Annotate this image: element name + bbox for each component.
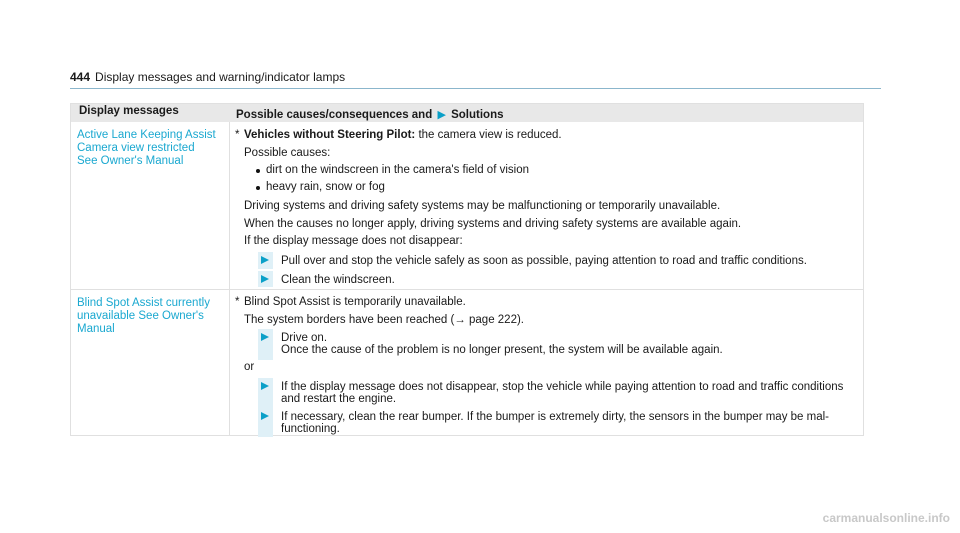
- column-divider: [229, 122, 230, 436]
- watermark-text: carmanualsonline.info: [822, 511, 950, 525]
- solution-paragraph: When the causes no longer apply, driving systems and driving safety systems are available again.: [244, 218, 742, 230]
- solution-cell: [235, 296, 860, 436]
- solution-paragraph: If the display message does not disappear:: [244, 235, 463, 247]
- action-step: Pull over and stop the vehicle safely as soon as possible, paying attention to road and traffic conditions.: [281, 255, 807, 267]
- lead-bold-text: Vehicles without Steering Pilot:: [244, 129, 416, 141]
- display-message-line: See Owner's Manual: [77, 154, 184, 167]
- display-message-line: unavailable See Owner's: [77, 309, 204, 322]
- row-divider: [71, 289, 863, 290]
- solution-lead-line: [244, 129, 562, 142]
- solution-paragraph: The system borders have been reached (→ page 222).: [244, 314, 524, 326]
- display-messages-table: [70, 103, 864, 436]
- lead-text: the camera view is reduced.: [415, 129, 562, 141]
- display-message-line: Manual: [77, 322, 115, 335]
- display-message-line: Active Lane Keeping Assist: [77, 129, 216, 141]
- display-message-line: Blind Spot Assist currently: [77, 297, 210, 309]
- action-step: If the display message does not disappear, stop the vehicle while paying attention to road and traffic conditions: [281, 381, 844, 393]
- action-step-continued: functioning.: [281, 423, 340, 435]
- action-step: Clean the windscreen.: [281, 274, 395, 286]
- play-arrow-icon: ▶: [437, 109, 446, 121]
- bullet-dot-icon: [256, 169, 260, 173]
- play-arrow-icon: [258, 329, 273, 360]
- page-header-title: Display messages and warning/indicator lamps: [95, 70, 346, 84]
- display-message-active-lane-keeping: [77, 129, 225, 167]
- play-arrow-icon: [258, 378, 273, 410]
- column-header-solutions-text: Solutions: [451, 109, 504, 121]
- cause-bullet-item: heavy rain, snow or fog: [266, 181, 385, 193]
- column-header-causes-solutions: [236, 106, 504, 124]
- action-step-continued: Once the cause of the problem is no longer present, the system will be available again.: [281, 344, 723, 356]
- action-step: If necessary, clean the rear bumper. If the bumper is extremely dirty, the sensors in the bumper may be mal-: [281, 411, 829, 423]
- possible-causes-label: Possible causes:: [244, 147, 331, 159]
- table-header-row: [71, 104, 863, 122]
- play-arrow-icon: [258, 408, 273, 437]
- page-header: [70, 70, 881, 89]
- column-header-display-messages: Display messages: [79, 105, 179, 117]
- asterisk-marker: *: [235, 296, 240, 308]
- solution-cell: [235, 129, 860, 289]
- action-step: Drive on.: [281, 332, 328, 344]
- page-number: 444: [70, 70, 91, 84]
- cause-bullet-item: dirt on the windscreen in the camera's field of vision: [266, 164, 529, 176]
- action-step-continued: and restart the engine.: [281, 393, 397, 405]
- solution-paragraph: Driving systems and driving safety systems may be malfunctioning or temporarily unavailable.: [244, 200, 721, 212]
- or-separator: or: [244, 361, 255, 373]
- play-arrow-icon: [258, 271, 273, 287]
- bullet-dot-icon: [256, 186, 260, 190]
- display-message-line: Camera view restricted: [77, 141, 195, 154]
- asterisk-marker: *: [235, 129, 240, 141]
- column-header-causes-text: Possible causes/consequences and: [236, 109, 433, 121]
- play-arrow-icon: [258, 252, 273, 269]
- display-message-blind-spot-assist: [77, 297, 225, 335]
- solution-paragraph: Blind Spot Assist is temporarily unavailable.: [244, 296, 466, 308]
